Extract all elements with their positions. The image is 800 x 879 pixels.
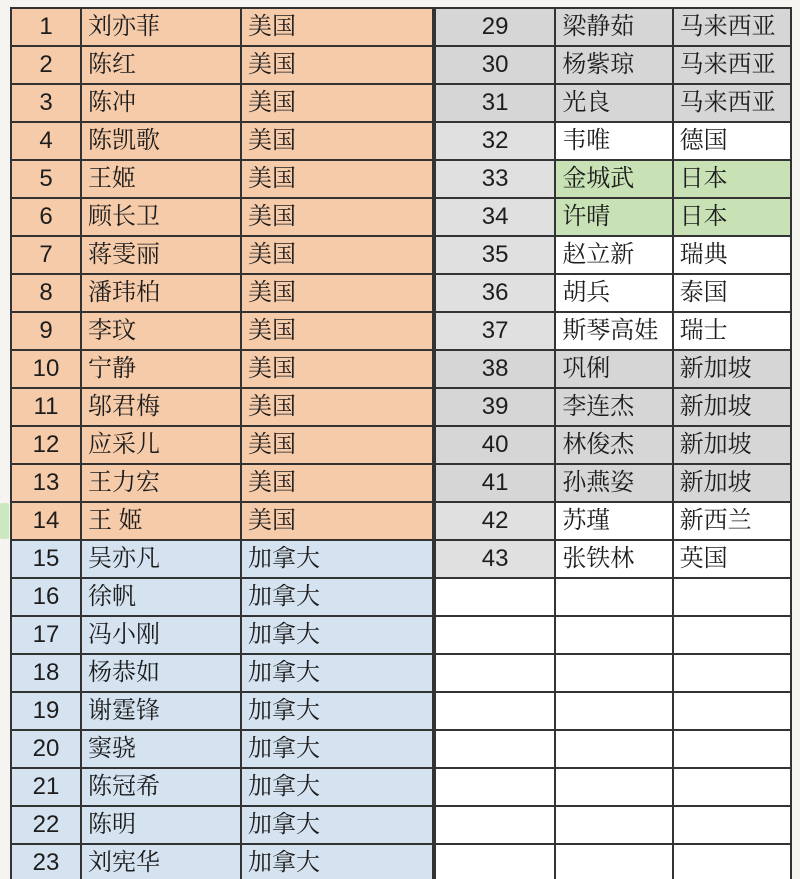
cell-country[interactable]: 英国 bbox=[674, 541, 792, 577]
cell-rank[interactable]: 19 bbox=[12, 693, 82, 729]
cell-rank[interactable]: 5 bbox=[12, 161, 82, 197]
cell-country[interactable]: 加拿大 bbox=[242, 579, 434, 615]
cell-country[interactable]: 泰国 bbox=[674, 275, 792, 311]
cell-rank[interactable]: 7 bbox=[12, 237, 82, 273]
table-row bbox=[12, 123, 434, 161]
cell-rank[interactable]: 43 bbox=[436, 541, 556, 577]
cell-rank[interactable]: 16 bbox=[12, 579, 82, 615]
cell-name[interactable]: 杨恭如 bbox=[82, 655, 242, 691]
cell-country[interactable]: 加拿大 bbox=[242, 845, 434, 879]
cell-rank[interactable] bbox=[436, 655, 556, 691]
cell-name[interactable]: 林俊杰 bbox=[556, 427, 673, 463]
cell-name[interactable]: 光良 bbox=[556, 85, 673, 121]
cell-rank[interactable]: 42 bbox=[436, 503, 556, 539]
table-row bbox=[436, 807, 792, 845]
cell-country[interactable] bbox=[674, 655, 792, 691]
table-row bbox=[436, 47, 792, 85]
table-row bbox=[436, 389, 792, 427]
table-row bbox=[436, 237, 792, 275]
cell-rank[interactable] bbox=[436, 693, 556, 729]
cell-rank[interactable]: 33 bbox=[436, 161, 556, 197]
cell-rank[interactable]: 3 bbox=[12, 85, 82, 121]
table-row bbox=[436, 655, 792, 693]
table-row bbox=[436, 541, 792, 579]
cell-name[interactable]: 斯琴高娃 bbox=[556, 313, 673, 349]
cell-rank[interactable]: 11 bbox=[12, 389, 82, 425]
cell-rank[interactable]: 21 bbox=[12, 769, 82, 805]
table-row bbox=[12, 85, 434, 123]
cell-rank[interactable]: 37 bbox=[436, 313, 556, 349]
cell-name[interactable]: 邬君梅 bbox=[82, 389, 242, 425]
cell-rank[interactable] bbox=[436, 769, 556, 805]
cell-country[interactable]: 新加坡 bbox=[674, 427, 792, 463]
cell-name[interactable]: 陈凯歌 bbox=[82, 123, 242, 159]
cell-rank[interactable]: 35 bbox=[436, 237, 556, 273]
cell-name[interactable]: 吴亦凡 bbox=[82, 541, 242, 577]
cell-name[interactable]: 梁静茹 bbox=[556, 9, 673, 45]
cell-name[interactable]: 陈红 bbox=[82, 47, 242, 83]
table-row bbox=[12, 351, 434, 389]
table-row bbox=[436, 313, 792, 351]
cell-name[interactable]: 陈冠希 bbox=[82, 769, 242, 805]
cell-name[interactable]: 许晴 bbox=[556, 199, 673, 235]
cell-name[interactable]: 陈明 bbox=[82, 807, 242, 843]
cell-name[interactable]: 王力宏 bbox=[82, 465, 242, 501]
cell-country[interactable]: 美国 bbox=[242, 503, 434, 539]
cell-name[interactable]: 顾长卫 bbox=[82, 199, 242, 235]
cell-name[interactable]: 陈冲 bbox=[82, 85, 242, 121]
table-row bbox=[436, 693, 792, 731]
cell-country[interactable]: 美国 bbox=[242, 47, 434, 83]
cell-country[interactable]: 美国 bbox=[242, 351, 434, 387]
cell-country[interactable]: 美国 bbox=[242, 161, 434, 197]
table-row bbox=[12, 655, 434, 693]
table-row bbox=[436, 9, 792, 47]
table-row bbox=[436, 845, 792, 879]
cell-name[interactable]: 孙燕姿 bbox=[556, 465, 673, 501]
table-row bbox=[12, 617, 434, 655]
table-row bbox=[436, 769, 792, 807]
cell-name[interactable]: 韦唯 bbox=[556, 123, 673, 159]
cell-country[interactable]: 马来西亚 bbox=[674, 9, 792, 45]
cell-country[interactable]: 美国 bbox=[242, 275, 434, 311]
cell-name[interactable]: 苏瑾 bbox=[556, 503, 673, 539]
cell-country[interactable] bbox=[674, 845, 792, 879]
cell-country[interactable]: 美国 bbox=[242, 313, 434, 349]
cell-rank[interactable] bbox=[436, 731, 556, 767]
cell-rank[interactable]: 14 bbox=[12, 503, 82, 539]
cell-name[interactable] bbox=[556, 807, 673, 843]
cell-rank[interactable]: 12 bbox=[12, 427, 82, 463]
cell-rank[interactable]: 13 bbox=[12, 465, 82, 501]
cell-rank[interactable]: 23 bbox=[12, 845, 82, 879]
table-row bbox=[12, 427, 434, 465]
table-row bbox=[436, 123, 792, 161]
cell-country[interactable]: 日本 bbox=[674, 199, 792, 235]
cell-rank[interactable]: 4 bbox=[12, 123, 82, 159]
cell-name[interactable]: 赵立新 bbox=[556, 237, 673, 273]
cell-name[interactable]: 徐帆 bbox=[82, 579, 242, 615]
cell-name[interactable]: 刘亦菲 bbox=[82, 9, 242, 45]
cell-name[interactable] bbox=[556, 693, 673, 729]
cell-name[interactable]: 巩俐 bbox=[556, 351, 673, 387]
cell-country[interactable]: 美国 bbox=[242, 85, 434, 121]
cell-name[interactable]: 应采儿 bbox=[82, 427, 242, 463]
table-row bbox=[436, 199, 792, 237]
cell-country[interactable] bbox=[674, 769, 792, 805]
cell-rank[interactable]: 22 bbox=[12, 807, 82, 843]
right-table bbox=[434, 7, 792, 879]
cell-rank[interactable] bbox=[436, 617, 556, 653]
cell-country[interactable]: 加拿大 bbox=[242, 693, 434, 729]
cell-name[interactable]: 宁静 bbox=[82, 351, 242, 387]
table-row bbox=[12, 541, 434, 579]
cell-rank[interactable]: 2 bbox=[12, 47, 82, 83]
table-row bbox=[436, 617, 792, 655]
table-row bbox=[436, 731, 792, 769]
cell-name[interactable] bbox=[556, 731, 673, 767]
table-row bbox=[12, 807, 434, 845]
cell-rank[interactable] bbox=[436, 845, 556, 879]
cell-country[interactable]: 新加坡 bbox=[674, 389, 792, 425]
cell-rank[interactable]: 32 bbox=[436, 123, 556, 159]
cell-rank[interactable]: 34 bbox=[436, 199, 556, 235]
cell-country[interactable]: 加拿大 bbox=[242, 617, 434, 653]
cell-rank[interactable] bbox=[436, 807, 556, 843]
table-row bbox=[12, 503, 434, 541]
cell-country[interactable]: 加拿大 bbox=[242, 731, 434, 767]
cell-country[interactable]: 美国 bbox=[242, 465, 434, 501]
cell-name[interactable]: 谢霆锋 bbox=[82, 693, 242, 729]
cell-rank[interactable]: 36 bbox=[436, 275, 556, 311]
cell-country[interactable]: 马来西亚 bbox=[674, 47, 792, 83]
cell-country[interactable]: 加拿大 bbox=[242, 655, 434, 691]
cell-country[interactable]: 德国 bbox=[674, 123, 792, 159]
cell-country[interactable]: 加拿大 bbox=[242, 807, 434, 843]
table-row bbox=[12, 731, 434, 769]
cell-rank[interactable] bbox=[436, 579, 556, 615]
cell-rank[interactable]: 20 bbox=[12, 731, 82, 767]
table-row bbox=[12, 237, 434, 275]
cell-rank[interactable]: 17 bbox=[12, 617, 82, 653]
cell-country[interactable]: 瑞士 bbox=[674, 313, 792, 349]
cell-name[interactable] bbox=[556, 579, 673, 615]
cell-country[interactable]: 美国 bbox=[242, 123, 434, 159]
cell-country[interactable] bbox=[674, 579, 792, 615]
table-row bbox=[12, 313, 434, 351]
cell-name[interactable]: 冯小刚 bbox=[82, 617, 242, 653]
cell-rank[interactable]: 40 bbox=[436, 427, 556, 463]
cell-rank[interactable]: 31 bbox=[436, 85, 556, 121]
cell-name[interactable] bbox=[556, 845, 673, 879]
cell-rank[interactable]: 30 bbox=[436, 47, 556, 83]
cell-country[interactable] bbox=[674, 731, 792, 767]
cell-name[interactable]: 潘玮柏 bbox=[82, 275, 242, 311]
cell-country[interactable]: 加拿大 bbox=[242, 769, 434, 805]
cell-rank[interactable]: 10 bbox=[12, 351, 82, 387]
cell-rank[interactable]: 41 bbox=[436, 465, 556, 501]
cell-name[interactable]: 王 姬 bbox=[82, 503, 242, 539]
cell-rank[interactable]: 1 bbox=[12, 9, 82, 45]
table-row bbox=[436, 275, 792, 313]
cell-name[interactable] bbox=[556, 769, 673, 805]
cell-name[interactable]: 李玟 bbox=[82, 313, 242, 349]
cell-country[interactable]: 新加坡 bbox=[674, 351, 792, 387]
cell-country[interactable]: 美国 bbox=[242, 9, 434, 45]
cell-name[interactable]: 王姬 bbox=[82, 161, 242, 197]
row-14-selection-marker bbox=[0, 503, 9, 539]
cell-name[interactable]: 张铁林 bbox=[556, 541, 673, 577]
cell-rank[interactable]: 15 bbox=[12, 541, 82, 577]
table-row bbox=[436, 427, 792, 465]
cell-country[interactable]: 美国 bbox=[242, 427, 434, 463]
cell-country[interactable]: 美国 bbox=[242, 199, 434, 235]
left-table bbox=[10, 7, 434, 879]
cell-name[interactable]: 金城武 bbox=[556, 161, 673, 197]
table-row bbox=[436, 85, 792, 123]
cell-name[interactable]: 窦骁 bbox=[82, 731, 242, 767]
cell-name[interactable]: 李连杰 bbox=[556, 389, 673, 425]
table-row bbox=[436, 465, 792, 503]
table-row bbox=[12, 693, 434, 731]
cell-name[interactable]: 刘宪华 bbox=[82, 845, 242, 879]
table-row bbox=[12, 199, 434, 237]
table-row bbox=[12, 275, 434, 313]
cell-country[interactable]: 瑞典 bbox=[674, 237, 792, 273]
cell-rank[interactable]: 18 bbox=[12, 655, 82, 691]
cell-name[interactable]: 杨紫琼 bbox=[556, 47, 673, 83]
table-row bbox=[436, 503, 792, 541]
cell-name[interactable]: 胡兵 bbox=[556, 275, 673, 311]
cell-country[interactable]: 马来西亚 bbox=[674, 85, 792, 121]
cell-rank[interactable]: 8 bbox=[12, 275, 82, 311]
table-row bbox=[12, 845, 434, 879]
cell-country[interactable]: 美国 bbox=[242, 389, 434, 425]
table-row bbox=[12, 9, 434, 47]
table-row bbox=[12, 465, 434, 503]
cell-name[interactable] bbox=[556, 655, 673, 691]
cell-country[interactable] bbox=[674, 693, 792, 729]
table-row bbox=[12, 47, 434, 85]
cell-rank[interactable]: 9 bbox=[12, 313, 82, 349]
cell-country[interactable]: 美国 bbox=[242, 237, 434, 273]
cell-country[interactable]: 新西兰 bbox=[674, 503, 792, 539]
cell-rank[interactable]: 29 bbox=[436, 9, 556, 45]
cell-rank[interactable]: 38 bbox=[436, 351, 556, 387]
cell-country[interactable]: 新加坡 bbox=[674, 465, 792, 501]
cell-rank[interactable]: 6 bbox=[12, 199, 82, 235]
table-row bbox=[436, 579, 792, 617]
table-row bbox=[436, 351, 792, 389]
table-row bbox=[12, 389, 434, 427]
cell-country[interactable] bbox=[674, 807, 792, 843]
table-row bbox=[436, 161, 792, 199]
cell-country[interactable] bbox=[674, 617, 792, 653]
cell-rank[interactable]: 39 bbox=[436, 389, 556, 425]
cell-name[interactable] bbox=[556, 617, 673, 653]
cell-country[interactable]: 日本 bbox=[674, 161, 792, 197]
cell-name[interactable]: 蒋雯丽 bbox=[82, 237, 242, 273]
table-row bbox=[12, 579, 434, 617]
cell-country[interactable]: 加拿大 bbox=[242, 541, 434, 577]
table-row bbox=[12, 769, 434, 807]
table-row bbox=[12, 161, 434, 199]
